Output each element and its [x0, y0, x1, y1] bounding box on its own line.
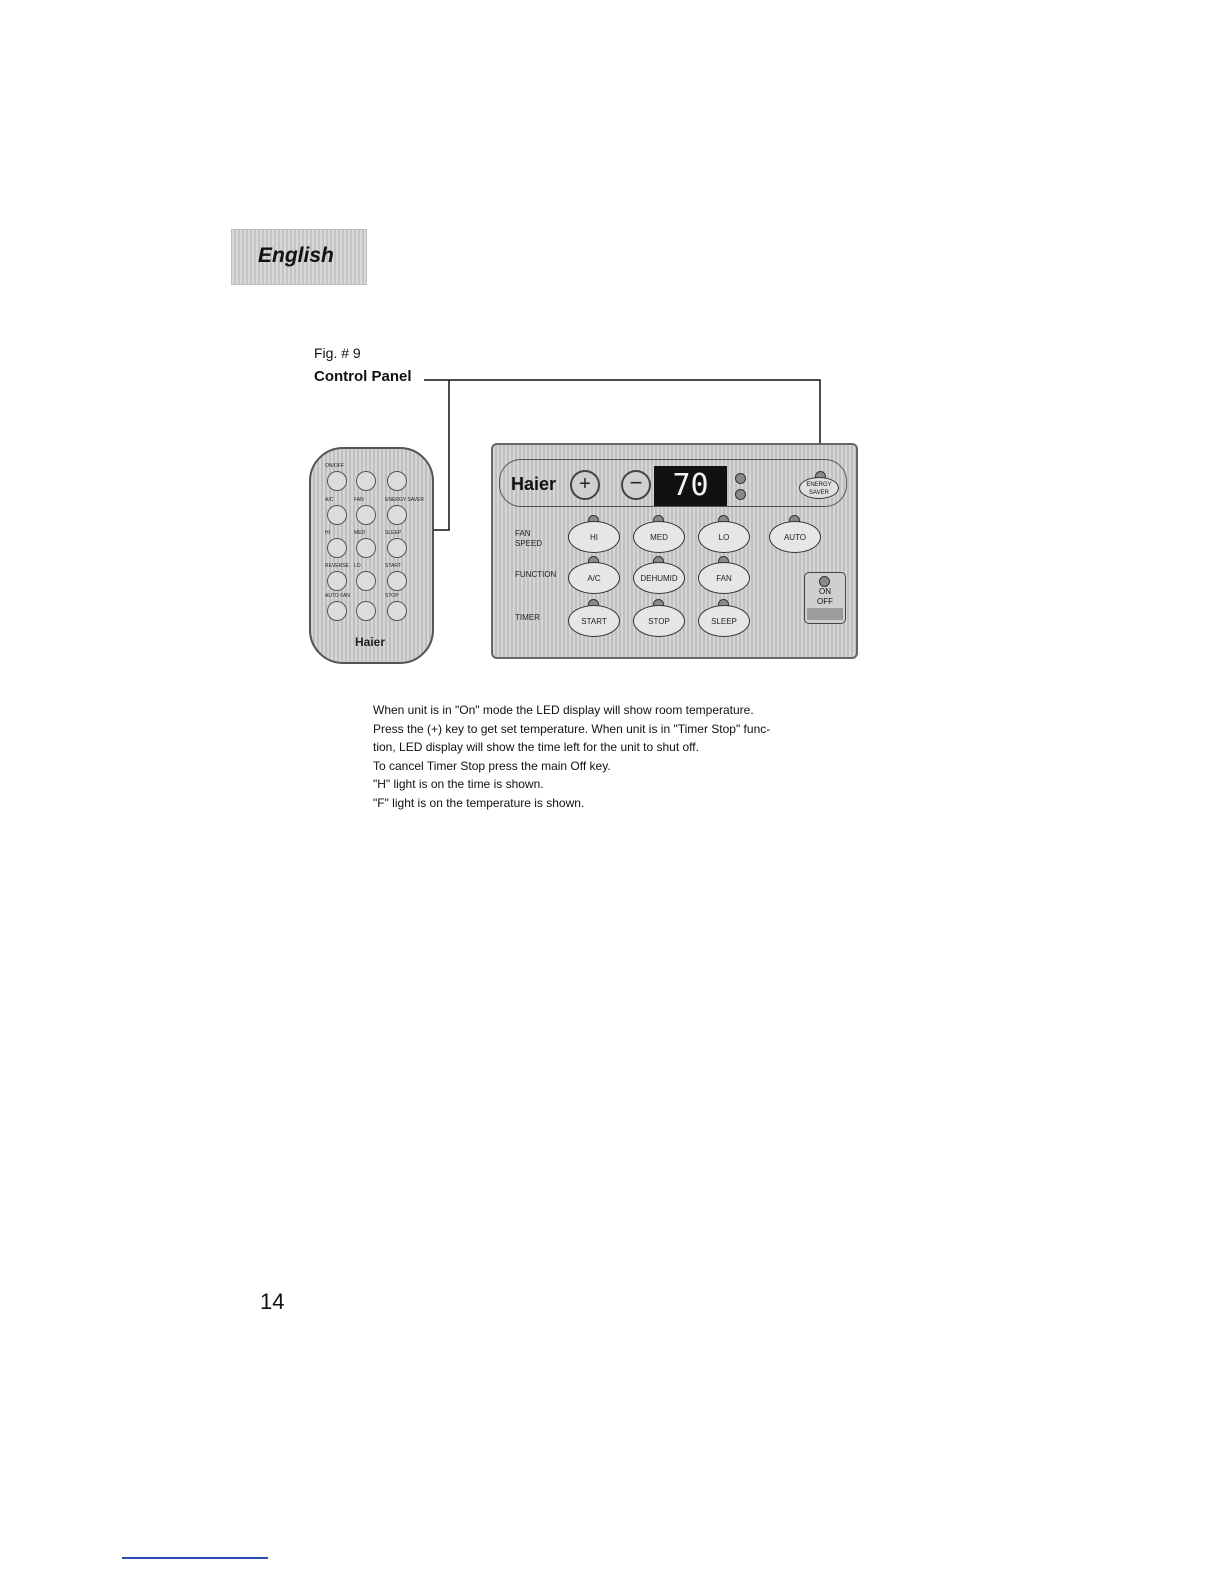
figure-label: Fig. # 9 — [314, 345, 361, 361]
panel-button[interactable]: STOP — [633, 605, 685, 637]
remote-button[interactable] — [327, 601, 347, 621]
remote-button-label: REVERSE — [325, 563, 349, 569]
panel-row-label: FUNCTION — [515, 570, 557, 579]
instruction-line: Press the (+) key to get set temperature. When unit is in "Timer Stop" func- — [373, 721, 771, 736]
instruction-line: When unit is in "On" mode the LED display will show room temperature. — [373, 703, 754, 717]
instruction-line: "H" light is on the time is shown. — [373, 777, 544, 792]
power-button[interactable] — [804, 572, 846, 624]
power-light — [819, 576, 830, 587]
remote-control — [309, 447, 434, 664]
power-off-label: OFF — [817, 597, 833, 606]
instructions — [373, 701, 873, 813]
remote-button-label: MED — [354, 530, 366, 536]
panel-button[interactable]: START — [568, 605, 620, 637]
temp-plus-button[interactable]: + — [570, 470, 600, 500]
remote-button-label: ON/OFF — [325, 463, 344, 469]
h-indicator-light — [735, 473, 746, 484]
remote-button-label: A/C — [325, 497, 334, 503]
panel-button[interactable]: DEHUMID — [633, 562, 685, 594]
remote-button[interactable] — [356, 505, 376, 525]
remote-button[interactable] — [327, 571, 347, 591]
remote-button-label: START — [385, 563, 401, 569]
panel-button[interactable]: MED — [633, 521, 685, 553]
panel-button[interactable]: SLEEP — [698, 605, 750, 637]
remote-button[interactable] — [387, 471, 407, 491]
remote-button[interactable] — [327, 471, 347, 491]
remote-button[interactable] — [327, 538, 347, 558]
panel-logo: Haier — [511, 474, 557, 494]
remote-button-label: HI — [325, 530, 330, 536]
power-on-label: ON — [819, 587, 831, 596]
remote-button[interactable] — [387, 538, 407, 558]
control-panel — [491, 443, 858, 659]
panel-row-label: TIMER — [515, 613, 540, 622]
page-number: 14 — [260, 1289, 285, 1314]
figure-title: Control Panel — [314, 368, 412, 385]
remote-button[interactable] — [387, 601, 407, 621]
remote-button-label: SLEEP — [385, 530, 402, 536]
led-display-value: 70 — [672, 468, 709, 503]
remote-button-label: LO — [354, 563, 361, 569]
panel-button[interactable]: LO — [698, 521, 750, 553]
instruction-line: To cancel Timer Stop press the main Off key. — [373, 758, 611, 773]
remote-button[interactable] — [356, 571, 376, 591]
remote-button[interactable] — [327, 505, 347, 525]
led-display — [654, 466, 727, 506]
footer-rule — [122, 1557, 268, 1559]
panel-button[interactable]: FAN — [698, 562, 750, 594]
panel-row-label: FAN SPEED — [515, 529, 543, 548]
instruction-line: tion, LED display will show the time left for the unit to shut off. — [373, 740, 699, 755]
power-button-base — [807, 608, 843, 620]
f-indicator-light — [735, 489, 746, 500]
panel-button[interactable]: AUTO — [769, 521, 821, 553]
remote-button-label: ENERGY SAVER — [385, 497, 424, 503]
remote-button[interactable] — [356, 471, 376, 491]
remote-logo: Haier — [355, 635, 386, 649]
panel-button[interactable]: A/C — [568, 562, 620, 594]
remote-button-label: STOP — [385, 593, 399, 599]
remote-button-label: FAN — [354, 497, 364, 503]
panel-button[interactable]: HI — [568, 521, 620, 553]
instruction-line: "F" light is on the temperature is shown. — [373, 795, 585, 810]
temp-minus-button[interactable]: − — [621, 470, 651, 500]
remote-button[interactable] — [387, 571, 407, 591]
energy-saver-button[interactable]: ENERGY SAVER — [799, 477, 839, 499]
remote-button[interactable] — [356, 538, 376, 558]
remote-button[interactable] — [356, 601, 376, 621]
language-tab — [231, 229, 367, 285]
remote-button-label: AUTO FAN — [325, 593, 350, 599]
language-tab-label: English — [258, 244, 334, 267]
remote-button[interactable] — [387, 505, 407, 525]
